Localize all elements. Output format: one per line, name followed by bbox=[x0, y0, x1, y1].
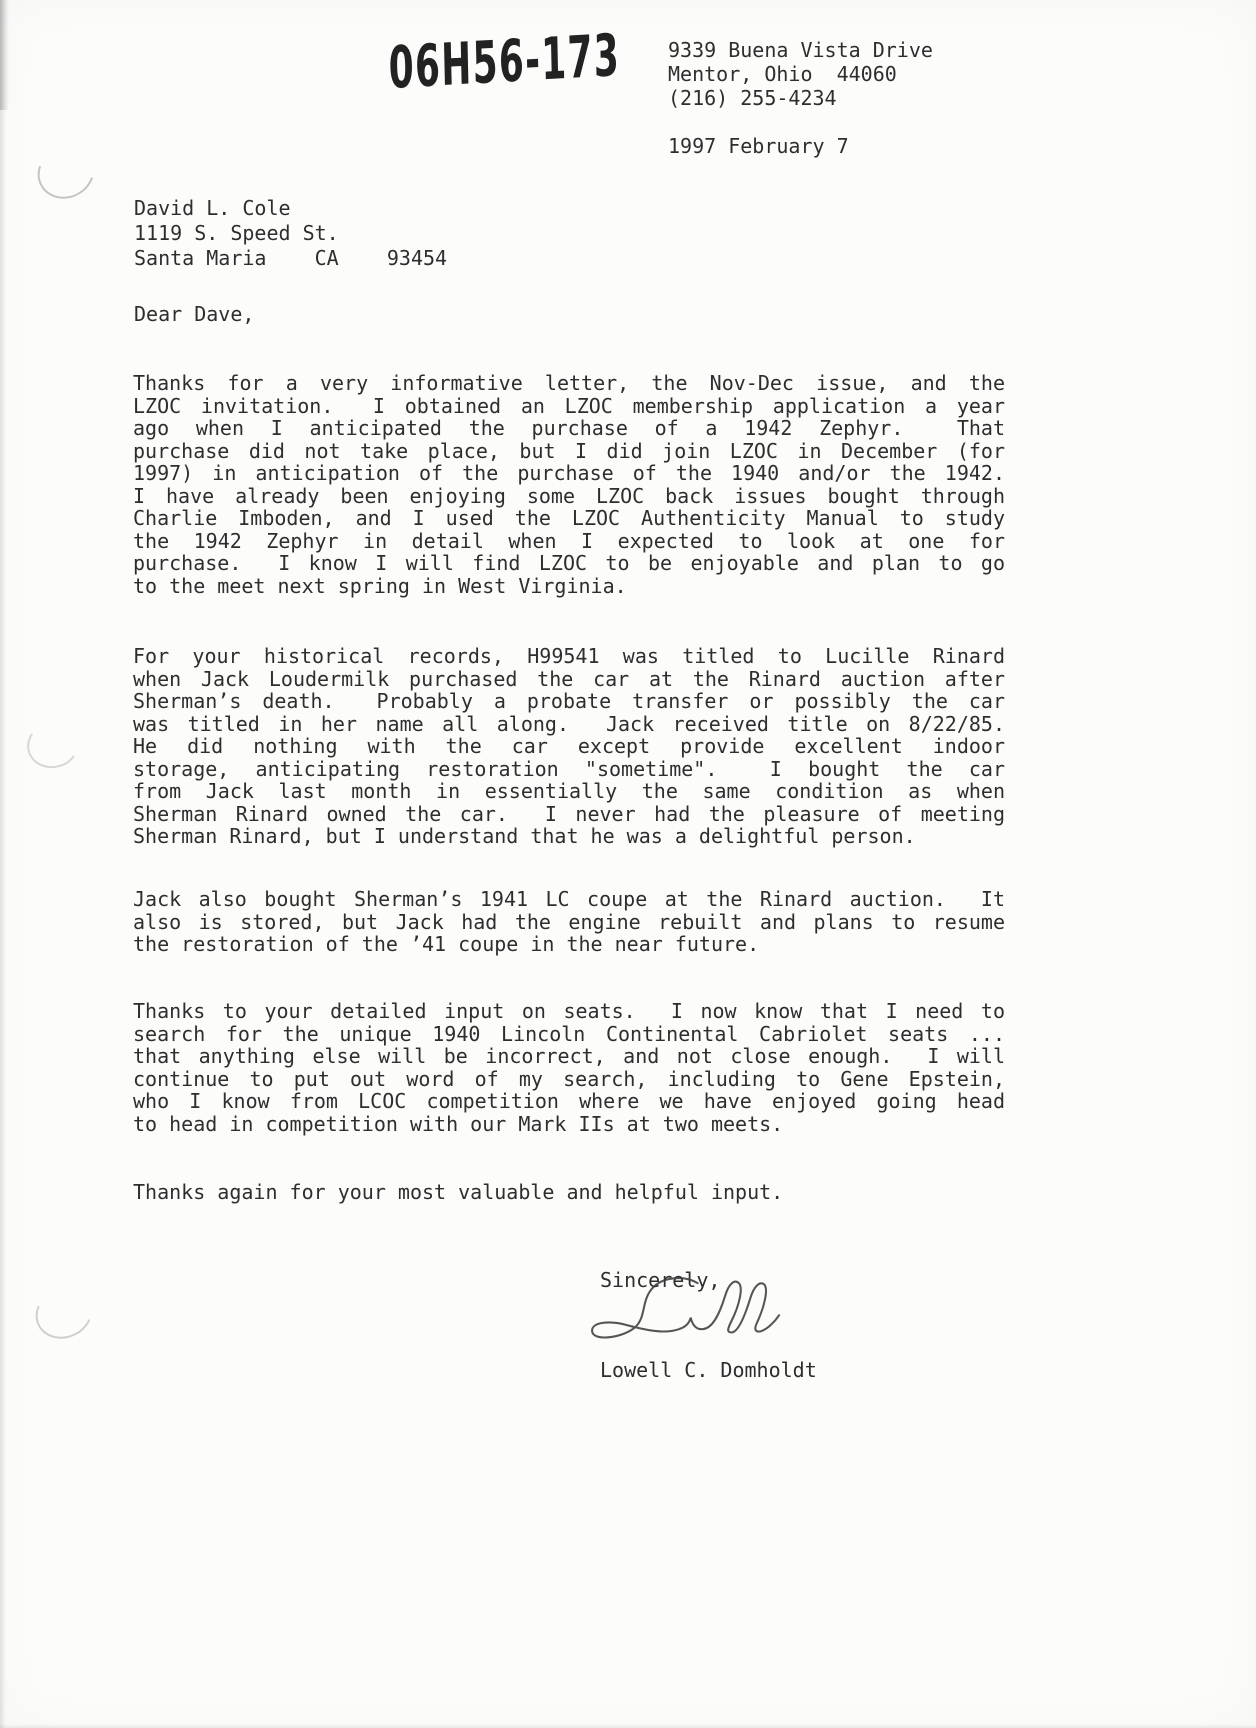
body-paragraph-3 bbox=[133, 888, 1005, 956]
text-line: Thanks again for your most valuable and helpful input. bbox=[133, 1180, 784, 1204]
body-paragraph-2 bbox=[133, 645, 1005, 848]
body-paragraph-5 bbox=[133, 1181, 1005, 1204]
text-line: that anything else will be incorrect, and not close enough. I will bbox=[133, 1044, 1005, 1068]
typed-signature-name: Lowell C. Domholdt bbox=[600, 1358, 817, 1382]
text-line: For your historical records, H99541 was titled to Lucille Rinard bbox=[133, 644, 1005, 668]
text-line: search for the unique 1940 Lincoln Continental Cabriolet seats ... bbox=[133, 1021, 1005, 1046]
text-line: David L. Cole bbox=[134, 196, 291, 220]
text-line: I have already been enjoying some LZOC back issues bought through bbox=[133, 483, 1005, 508]
text-line: Thanks for a very informative letter, the Nov-Dec issue, and the bbox=[133, 371, 1005, 395]
text-line: Charlie Imboden, and I used the LZOC Authenticity Manual to study bbox=[133, 506, 1005, 530]
salutation: Dear Dave, bbox=[134, 302, 255, 326]
hole-punch-mark bbox=[28, 135, 104, 208]
scan-edge-artifact bbox=[0, 0, 9, 110]
hole-punch-mark bbox=[27, 1278, 100, 1347]
body-paragraph-1 bbox=[133, 372, 1005, 597]
text-line: LZOC invitation. I obtained an LZOC membership application a year bbox=[133, 393, 1005, 418]
text-line: also is stored, but Jack had the engine rebuilt and plans to resume bbox=[133, 909, 1005, 934]
body-paragraph-4 bbox=[133, 1000, 1005, 1135]
text-line: was titled in her name all along. Jack received title on 8/22/85. bbox=[133, 711, 1005, 736]
handwritten-document-id: 06H56-173 bbox=[388, 20, 621, 102]
text-line: when Jack Loudermilk purchased the car at the Rinard auction after bbox=[133, 666, 1005, 691]
text-line: 1997) in anticipation of the purchase of the 1940 and/or the 1942. bbox=[133, 461, 1005, 485]
sender-address bbox=[668, 38, 933, 110]
text-line: to head in competition with our Mark IIs at two meets. bbox=[133, 1111, 784, 1136]
text-line: 1119 S. Speed St. bbox=[134, 221, 339, 245]
text-line: purchase. I know I will find LZOC to be enjoyable and plan to go bbox=[133, 551, 1005, 575]
text-line: 9339 Buena Vista Drive bbox=[668, 38, 933, 62]
scan-edge-artifact bbox=[0, 0, 6, 1728]
scan-edge-artifact bbox=[0, 1724, 1256, 1728]
text-line: Sherman’s death. Probably a probate transfer or possibly the car bbox=[133, 689, 1005, 713]
text-line: from Jack last month in essentially the same condition as when bbox=[133, 779, 1005, 803]
hole-punch-mark bbox=[23, 717, 83, 773]
letter-date: 1997 February 7 bbox=[668, 134, 849, 158]
text-line: continue to put out word of my search, including to Gene Epstein, bbox=[133, 1066, 1005, 1091]
text-line: the 1942 Zephyr in detail when I expected to look at one for bbox=[133, 528, 1005, 553]
recipient-address bbox=[134, 196, 447, 271]
text-line: the restoration of the ’41 coupe in the near future. bbox=[133, 932, 760, 956]
text-line: (216) 255-4234 bbox=[668, 86, 837, 110]
text-line: ago when I anticipated the purchase of a 1942 Zephyr. That bbox=[133, 416, 1005, 440]
text-line: Sherman Rinard, but I understand that he was a delightful person. bbox=[133, 824, 916, 848]
text-line: He did nothing with the car except provide excellent indoor bbox=[133, 734, 1005, 758]
text-line: who I know from LCOC competition where we have enjoyed going head bbox=[133, 1089, 1005, 1113]
handwritten-signature bbox=[576, 1274, 794, 1360]
text-line: to the meet next spring in West Virginia. bbox=[133, 573, 627, 598]
text-line: purchase did not take place, but I did join LZOC in December (for bbox=[133, 438, 1005, 463]
text-line: Jack also bought Sherman’s 1941 LC coupe at the Rinard auction. It bbox=[133, 887, 1005, 911]
text-line: Thanks to your detailed input on seats. I now know that I need to bbox=[133, 999, 1005, 1023]
text-line: Sherman Rinard owned the car. I never had the pleasure of meeting bbox=[133, 801, 1005, 826]
text-line: Mentor, Ohio 44060 bbox=[668, 62, 897, 86]
text-line: Santa Maria CA 93454 bbox=[134, 246, 448, 270]
text-line: storage, anticipating restoration "sometime". I bought the car bbox=[133, 756, 1005, 781]
valediction: Sincerely, bbox=[600, 1268, 721, 1292]
